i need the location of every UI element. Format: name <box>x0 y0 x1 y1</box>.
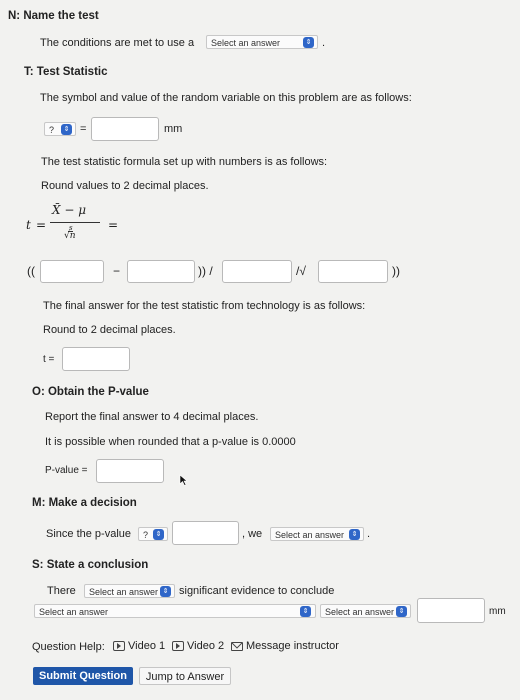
formula-t: t <box>26 218 31 232</box>
t-label: t = <box>43 354 55 365</box>
formula-prompt: The test statistic formula set up with numbers is as follows: <box>41 156 328 168</box>
symbol-select[interactable] <box>44 122 76 136</box>
period: . <box>367 528 371 540</box>
jump-to-answer-button[interactable]: Jump to Answer <box>139 667 231 685</box>
formula-numerator: X̄ − μ <box>52 203 87 217</box>
video-2-link[interactable] <box>172 640 224 652</box>
expr-div-sqrt: /√ <box>296 264 306 278</box>
mail-icon <box>231 642 243 651</box>
expr-close-div: )) / <box>198 264 213 278</box>
evidence-select-value: Select an answer <box>89 587 159 597</box>
symbol-select-value: ? <box>49 125 55 135</box>
decision-select-value: Select an answer <box>275 530 345 540</box>
formula-s: s <box>69 224 73 232</box>
fraction-bar <box>50 222 100 223</box>
sample-mean-input[interactable] <box>40 260 104 283</box>
video-1-label: Video 1 <box>128 640 166 652</box>
video-2-label: Video 2 <box>187 640 225 652</box>
equals-sign: = <box>80 123 87 135</box>
pvalue-round-prompt: Report the final answer to 4 decimal places. <box>45 411 259 423</box>
formula-eq: = <box>36 218 47 232</box>
dropdown-arrow-icon: ⇕ <box>153 529 164 540</box>
video-icon <box>172 641 184 651</box>
conclusion-select-value: Select an answer <box>39 607 109 617</box>
expr-close-paren: )) <box>392 264 400 278</box>
conclusion-unit: mm <box>489 606 506 617</box>
t-value-input[interactable] <box>62 347 130 371</box>
message-instructor-label: Message instructor <box>246 640 339 652</box>
section-heading-o: O: Obtain the P-value <box>32 386 149 398</box>
mouse-cursor-icon <box>179 474 188 489</box>
final-prompt: The final answer for the test statistic from technology is as follows: <box>43 300 366 312</box>
conditions-text: The conditions are met to use a <box>40 37 195 49</box>
compare-select-value: ? <box>143 530 149 540</box>
dropdown-arrow-icon: ⇕ <box>396 606 407 617</box>
there-text: There <box>47 585 76 597</box>
alpha-input[interactable] <box>172 521 239 545</box>
since-text: Since the p-value <box>46 528 131 540</box>
pvalue-label: P-value = <box>45 465 88 476</box>
conclusion-value-input[interactable] <box>417 598 485 623</box>
video-icon <box>113 641 125 651</box>
message-instructor-link[interactable] <box>231 640 339 652</box>
decision-select[interactable] <box>270 527 364 541</box>
dropdown-arrow-icon: ⇕ <box>303 37 314 48</box>
test-select-value: Select an answer <box>211 38 281 48</box>
evidence-text: significant evidence to conclude <box>179 585 335 597</box>
video-1-link[interactable] <box>113 640 165 652</box>
final-round-prompt: Round to 2 decimal places. <box>43 324 176 336</box>
section-heading-s: S: State a conclusion <box>32 559 149 571</box>
section-heading-m: M: Make a decision <box>32 497 137 509</box>
conclusion-compare-select[interactable] <box>320 604 411 618</box>
period: . <box>322 37 326 49</box>
expr-minus: − <box>113 264 121 278</box>
pvalue-note: It is possible when rounded that a p-value is 0.0000 <box>45 436 296 448</box>
dropdown-arrow-icon: ⇕ <box>61 124 72 135</box>
dropdown-arrow-icon: ⇕ <box>300 606 311 617</box>
formula-trailing-eq: = <box>108 218 119 232</box>
evidence-select[interactable] <box>84 584 175 598</box>
symbol-value-input[interactable] <box>91 117 159 141</box>
symbol-prompt: The symbol and value of the random variable on this problem are as follows: <box>40 92 412 104</box>
round-prompt: Round values to 2 decimal places. <box>41 180 209 192</box>
expr-open-paren: (( <box>27 264 35 278</box>
submit-question-button[interactable]: Submit Question <box>33 667 133 685</box>
compare-select[interactable] <box>138 527 168 541</box>
question-help-label: Question Help: <box>32 641 105 653</box>
test-select[interactable] <box>206 35 318 49</box>
std-dev-input[interactable] <box>222 260 292 283</box>
dropdown-arrow-icon: ⇕ <box>160 586 171 597</box>
pvalue-input[interactable] <box>96 459 164 483</box>
conclusion-select[interactable] <box>34 604 316 618</box>
sample-size-input[interactable] <box>318 260 388 283</box>
population-mean-input[interactable] <box>127 260 195 283</box>
conclusion-compare-select-value: Select an answer <box>325 607 395 617</box>
section-heading-n: N: Name the test <box>8 10 99 22</box>
unit-label: mm <box>164 123 183 135</box>
we-text: , we <box>242 528 263 540</box>
section-heading-t: T: Test Statistic <box>24 66 108 78</box>
dropdown-arrow-icon: ⇕ <box>349 529 360 540</box>
formula-sqrt-n: √n <box>64 231 76 241</box>
